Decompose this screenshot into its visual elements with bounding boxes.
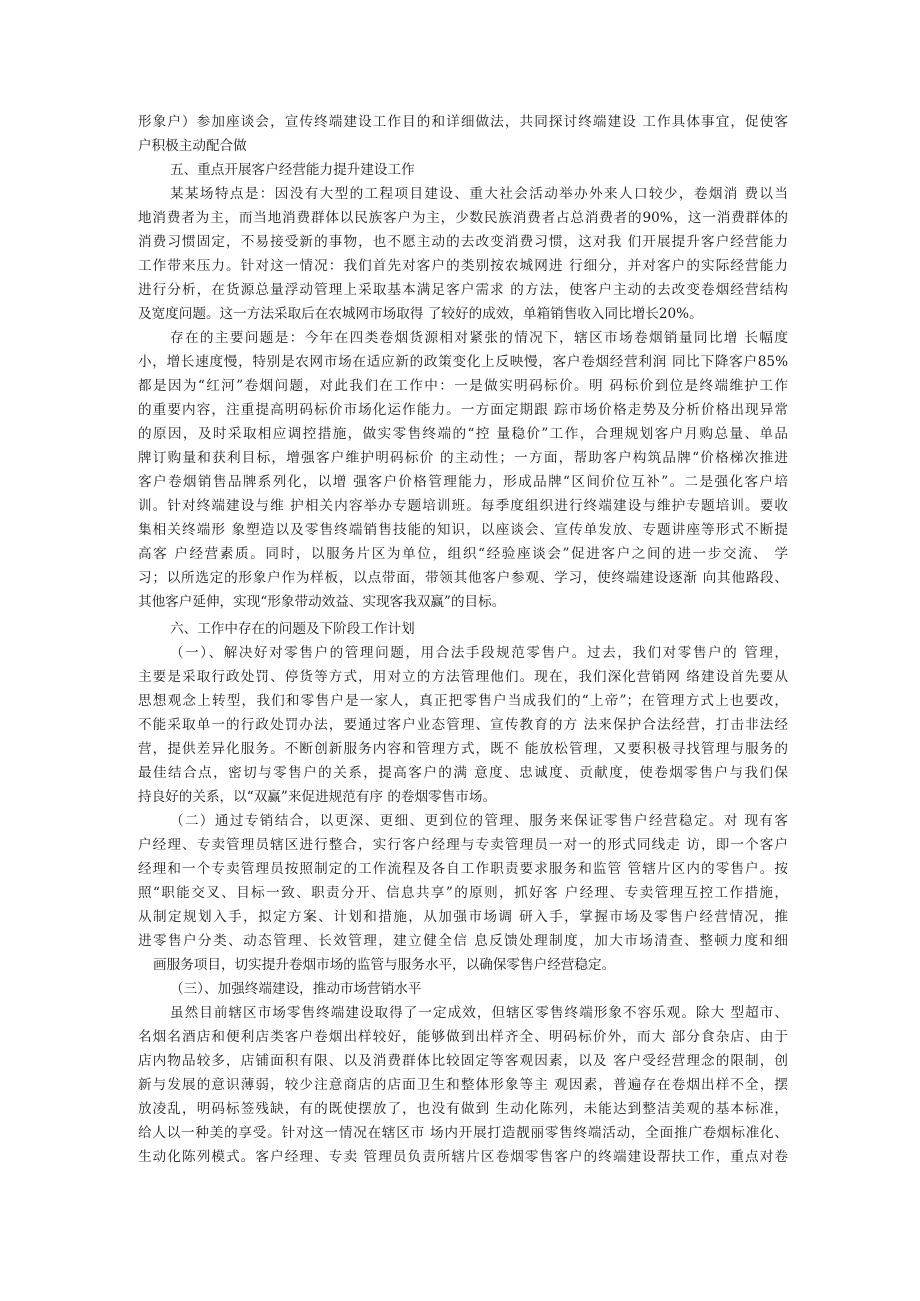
text-line: 户经理、专卖管理员辖区进行整合，实行客户经理与专卖管理员一对一的形式同线走 访，即一个客户 <box>138 837 788 853</box>
text-line: 名烟名酒店和便利店类客户卷烟出样较好，能够做到出样齐全、明码标价外，而大 部分食杂店、由于 <box>138 1029 788 1045</box>
text-line: 生动化陈列模式。客户经理、专卖 管理员负责所辖片区卷烟零售客户的终端建设帮扶工作，重点对卷 <box>138 1149 788 1165</box>
text-line: 的重要内容，注重提高明码标价市场化运作能力。一方面定期跟 踪市场价格走势及分析价格出现异常 <box>138 402 788 418</box>
text-line: 不能采取单一的行政处罚办法，要通过客户业态管理、宣传教育的方 法来保护合法经营，打击非法经 <box>138 717 788 733</box>
text-line: 新与发展的意识薄弱，较少注意商店的店面卫生和整体形象等主 观因素，普遍存在卷烟出样不全，摆 <box>138 1077 788 1093</box>
text-line: 照“职能交叉、目标一致、职责分开、信息共享”的原则，抓好客 户经理、专卖管理互控工作措施， <box>138 885 788 901</box>
text-line: 客户卷烟销售品牌系列化，以增 强客户价格管理能力，形成品牌“区间价位互补”。二是强化客户培 <box>138 474 788 490</box>
text-line: 户积极主动配合做 <box>138 138 247 154</box>
text-line: 虽然目前辖区市场零售终端建设取得了一定成效，但辖区零售终端形象不容乐观。除大 型超市、 <box>170 1005 788 1021</box>
text-line: 画服务项目，切实提升卷烟市场的监管与服务水平，以确保零售户经营稳定。 <box>153 957 616 973</box>
section-heading: 六、工作中存在的问题及下阶段工作计划 <box>170 621 415 637</box>
text-line: 牌订购量和获利目标，增强客户维护明码标价 的主动性；一方面，帮助客户构筑品牌“价格梯次推进 <box>138 450 788 466</box>
text-line: 集相关终端形 象塑造以及零售终端销售技能的知识，以座谈会、宣传单发放、专题讲座等形式不断提 <box>138 522 788 538</box>
text-line: 思想观念上转型，我们和零售户是一家人，真正把零售户当成我们的“上帝”；在管理方式上也要改， <box>138 693 788 709</box>
text-line: 放凌乱，明码标签残缺，有的既使摆放了，也没有做到 生动化陈列，未能达到整洁美观的基本标准， <box>138 1101 788 1117</box>
text-line: 其他客户延伸，实现“形象带动效益、实现客我双赢”的目标。 <box>138 594 506 610</box>
text-line: 营，提供差异化服务。不断创新服务内容和管理方式，既不 能放松管理，又要积极寻找管理与服务的 <box>138 741 788 757</box>
text-line: 从制定规划入手，拟定方案、计划和措施，从加强市场调 研入手，掌握市场及零售户经营情况，推 <box>138 909 788 925</box>
text-line: 持良好的关系，以“双赢”来促进规范有序 的卷烟零售市场。 <box>138 789 497 805</box>
text-line: 都是因为“红河”卷烟问题，对此我们在工作中：一是做实明码标价。明 码标价到位是终端维护工作 <box>138 378 788 394</box>
text-line: 小，增长速度慢，特别是农网市场在适应新的政策变化上反映慢，客户卷烟经营利润 同比下降客户85% <box>138 354 788 370</box>
section-heading: （三）、加强终端建设，推动市场营销水平 <box>170 981 422 997</box>
text-line: 主要是采取行政处罚、停货等方式，用对立的方法管理他们。现在，我们深化营销网 络建设首先要从 <box>138 669 788 685</box>
text-line: 形象户）参加座谈会，宣传终端建设工作目的和详细做法，共同探讨终端建设 工作具体事宜，促使客 <box>138 114 788 130</box>
text-line: 的原因，及时采取相应调控措施，做实零售终端的“控 量稳价”工作，合理规划客户月购总量、单品 <box>138 426 788 442</box>
text-line: 存在的主要问题是：今年在四类卷烟货源相对紧张的情况下，辖区市场卷烟销量同比增 长幅度 <box>170 330 788 346</box>
text-line: 消费习惯固定，不易接受新的事物，也不愿主动的去改变消费习惯，这对我 们开展提升客户经营能力 <box>138 234 788 250</box>
section-heading: 五、重点开展客户经营能力提升建设工作 <box>170 162 415 178</box>
text-line: 习；以所选定的形象户作为样板，以点带面，带领其他客户参观、学习，使终端建设逐渐 向其他路段、 <box>138 570 788 586</box>
text-line: 地消费者为主，而当地消费群体以民族客户为主，少数民族消费者占总消费者的90%，这一消费群体的 <box>138 210 788 226</box>
text-line: 给人以一种美的享受。针对这一情况在辖区市 场内开展打造靓丽零售终端活动，全面推广卷烟标准化、 <box>138 1125 788 1141</box>
text-line: （二）通过专销结合，以更深、更细、更到位的管理、服务来保证零售户经营稳定。对 现有客 <box>170 813 788 829</box>
text-line: 店内物品较多，店铺面积有限、以及消费群体比较固定等客观因素，以及 客户受经营理念的限制，创 <box>138 1053 788 1069</box>
text-line: 经理和一个专卖管理员按照制定的工作流程及各自工作职责要求服务和监管 管辖片区内的零售户。按 <box>138 861 788 877</box>
text-line: 训。针对终端建设与维 护相关内容举办专题培训班。每季度组织进行终端建设与维护专题培训。要收 <box>138 498 788 514</box>
text-line: 最佳结合点，密切与零售户的关系，提高客户的满 意度、忠诚度、贡献度，使卷烟零售户与我们保 <box>138 765 788 781</box>
text-line <box>138 1169 788 1193</box>
text-line: 进零售户分类、动态管理、长效管理，建立健全信 息反馈处理制度，加大市场清查、整顿力度和细 <box>138 933 788 949</box>
text-line: 某某场特点是：因没有大型的工程项目建设、重大社会活动举办外来人口较少，卷烟消 费以当 <box>170 186 788 202</box>
text-line: 工作带来压力。针对这一情况：我们首先对客户的类别按农城网进 行细分，并对客户的实际经营能力 <box>138 258 788 274</box>
text-line: （一）、解决好对零售户的管理问题，用合法手段规范零售户。过去，我们对零售户的 管理， <box>170 645 788 661</box>
text-line: 高客 户经营素质。同时，以服务片区为单位，组织“经验座谈会”促进客户之间的进一步交流、 学 <box>138 546 788 562</box>
text-line: 进行分析，在货源总量浮动管理上采取基本满足客户需求 的方法，使客户主动的去改变卷烟经营结构 <box>138 282 788 298</box>
text-line: 及宽度问题。这一方法采取后在农城网市场取得 了较好的成效，单箱销售收入同比增长20%。 <box>138 306 703 322</box>
